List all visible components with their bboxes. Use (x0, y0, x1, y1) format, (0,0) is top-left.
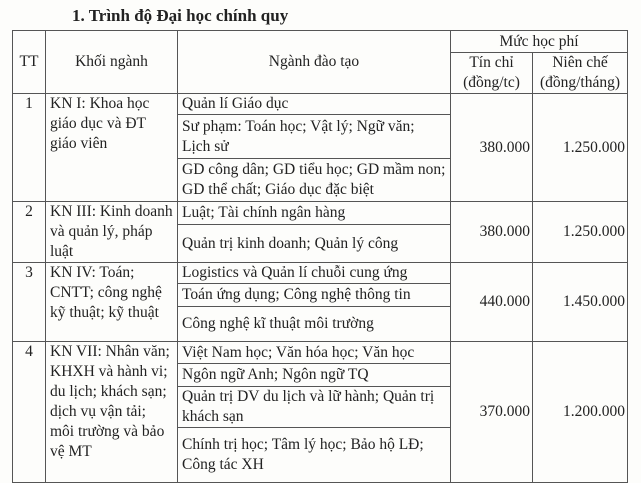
nganh-item: Việt Nam học; Văn hóa học; Văn học (178, 342, 451, 364)
header-tin-chi: Tín chỉ (đồng/tc) (451, 53, 533, 94)
row-tt: 1 (13, 94, 46, 202)
nganh-item: Sư phạm: Toán học; Vật lý; Ngữ văn; Lịch sử (178, 115, 451, 159)
fee-tin-chi: 380.000 (451, 202, 533, 263)
nganh-item: Logistics và Quản lí chuỗi cung ứng (178, 263, 451, 284)
nganh-item: Quản lí Giáo dục (178, 94, 451, 115)
row-tt: 4 (13, 342, 46, 483)
fee-tin-chi: 440.000 (451, 263, 533, 342)
header-nganh-dao-tao: Ngành đào tạo (178, 31, 451, 94)
nganh-item: Luật; Tài chính ngân hàng (178, 202, 451, 225)
row-khoi-nganh: KN III: Kinh doanh và quản lý, pháp luật (46, 202, 178, 263)
row-khoi-nganh: KN I: Khoa học giáo dục và ĐT giáo viên (46, 94, 178, 202)
nganh-item: Ngôn ngữ Anh; Ngôn ngữ TQ (178, 364, 451, 387)
fee-nien-che: 1.250.000 (533, 202, 628, 263)
header-muc-hoc-phi: Mức học phí (451, 31, 628, 53)
fee-nien-che: 1.200.000 (533, 342, 628, 483)
row-tt: 3 (13, 263, 46, 342)
section-title: 1. Trình độ Đại học chính quy (72, 6, 289, 25)
fee-nien-che: 1.250.000 (533, 94, 628, 202)
nganh-item: Toán ứng dụng; Công nghệ thông tin (178, 284, 451, 307)
row-khoi-nganh: KN VII: Nhân văn; KHXH và hành vi; du lịch; khách sạn; dịch vụ vận tải; môi trường và bảo vệ MT (46, 342, 178, 483)
row-tt: 2 (13, 202, 46, 263)
header-nien-che: Niên chế (đồng/tháng) (533, 53, 628, 94)
nganh-item: Công nghệ kĩ thuật môi trường (178, 307, 451, 342)
fee-tin-chi: 380.000 (451, 94, 533, 202)
tuition-table (12, 30, 628, 483)
fee-tin-chi: 370.000 (451, 342, 533, 483)
header-tt: TT (13, 31, 46, 94)
nganh-item: GD công dân; GD tiểu học; GD mầm non; GD thể chất; Giáo dục đặc biệt (178, 159, 451, 202)
fee-nien-che: 1.450.000 (533, 263, 628, 342)
header-khoi-nganh: Khối ngành (46, 31, 178, 94)
nganh-item: Quản trị DV du lịch và lữ hành; Quản trị khách sạn (178, 387, 451, 428)
row-khoi-nganh: KN IV: Toán; CNTT; công nghệ kỹ thuật; kỹ thuật (46, 263, 178, 342)
nganh-item: Chính trị học; Tâm lý học; Bảo hộ LĐ; Công tác XH (178, 428, 451, 483)
nganh-item: Quản trị kinh doanh; Quản lý công (178, 225, 451, 263)
